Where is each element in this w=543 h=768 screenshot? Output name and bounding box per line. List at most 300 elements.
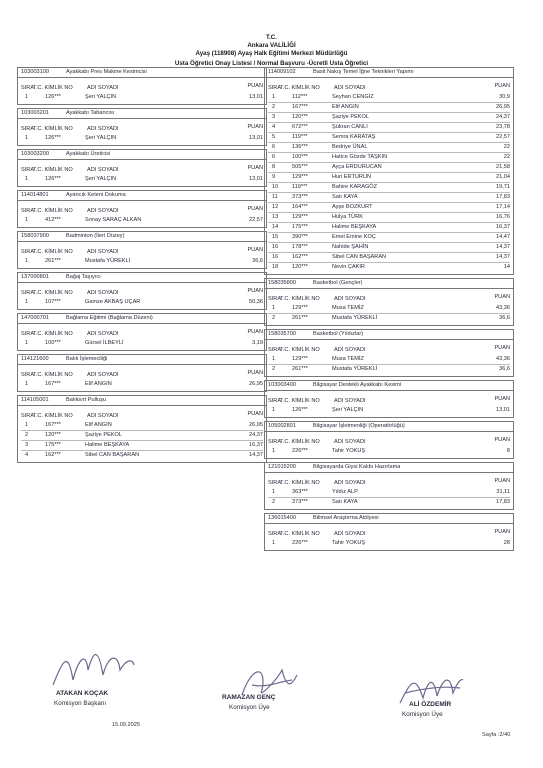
row-tc: 126*** [45,135,61,141]
row-name: Mustafa YÜREKLİ [332,315,378,321]
row-puan: 14,37 [496,254,510,260]
row-tc: 167*** [45,381,61,387]
table-row [268,539,510,548]
table-row [268,304,510,314]
table-row [21,451,263,460]
column-puan: PUAN [494,294,510,300]
row-tc: 100*** [292,154,308,160]
row-name: Şaziye PEKOL [85,432,122,438]
table-row [268,93,510,103]
column-puan: PUAN [247,247,263,253]
course-title-bar [265,422,513,432]
row-tc: 129*** [292,305,308,311]
course-title-bar [265,514,513,524]
row-sira: 1 [25,258,29,264]
course-body [265,524,513,550]
row-name: Gürsel İLBEYLİ [85,340,124,346]
course-code: 105002801 [268,423,296,429]
course-block [17,395,267,463]
row-sira: 1 [25,94,29,100]
signature-role-1: Komisyon Başkanı [54,700,107,707]
course-code: 114121600 [21,356,49,362]
row-tc: 672*** [292,124,308,130]
row-puan: 36,6 [499,366,510,372]
column-name: ADI SOYADI [87,126,119,132]
footer-date: 15.09.2025 [112,722,140,728]
row-puan: 8 [506,448,510,454]
row-sira: 1 [25,381,29,387]
row-name: Mustafa YÜREKLİ [85,258,131,264]
course-code: 103003201 [21,110,49,116]
row-name: Ayşe BOZKURT [332,204,373,210]
course-body [18,201,266,227]
column-header-row [21,289,263,298]
course-title-bar [18,191,266,201]
column-header-row [21,371,263,380]
row-sira: 8 [272,164,276,170]
course-block [264,462,514,510]
course-body [18,78,266,104]
course-body [18,160,266,186]
column-puan: PUAN [494,345,510,351]
column-sira: SIRA [21,290,35,296]
row-puan: 16,37 [496,224,510,230]
column-name: ADI SOYADI [87,331,119,337]
row-puan: 22 [503,144,510,150]
course-body [18,365,266,391]
course-title-bar [265,330,513,340]
column-name: ADI SOYADI [334,439,366,445]
row-name: Halime BEŞKAYA [332,224,377,230]
table-row [268,223,510,233]
column-puan: PUAN [247,83,263,89]
column-puan: PUAN [247,124,263,130]
row-sira: 1 [272,305,276,311]
row-sira: 3 [272,114,276,120]
row-name: Şükran CANLI [332,124,368,130]
row-puan: 26,95 [249,422,263,428]
course-code: 103003200 [21,151,49,157]
table-row [268,123,510,133]
row-puan: 14,37 [496,244,510,250]
course-body [265,340,513,376]
course-code: 103003100 [21,69,49,75]
row-tc: 373*** [292,194,308,200]
column-puan: PUAN [494,529,510,535]
row-name: Nevin ÇAKIR [332,264,365,270]
column-sira: SIRA [21,249,35,255]
column-puan: PUAN [247,370,263,376]
left-column [17,67,267,466]
row-tc: 178*** [292,244,308,250]
row-tc: 119*** [292,184,308,190]
row-name: Elif ANGIN [85,422,112,428]
course-title: Bağlama Eğitimi (Bağlama Düzeni) [66,315,153,321]
table-row [268,498,510,507]
row-puan: 3,19 [252,340,263,346]
row-puan: 14 [503,264,510,270]
column-puan: PUAN [494,396,510,402]
row-puan: 13,01 [496,407,510,413]
column-sira: SIRA [21,167,35,173]
row-tc: 120*** [45,432,61,438]
course-block [264,67,514,275]
course-body [18,406,266,462]
row-sira: 1 [272,356,276,362]
row-tc: 100*** [45,340,61,346]
table-row [268,314,510,323]
row-sira: 1 [272,540,276,546]
row-sira: 4 [25,452,29,458]
column-name: ADI SOYADI [334,296,366,302]
row-tc: 175*** [292,224,308,230]
row-name: Musa TEMİZ [332,305,364,311]
row-tc: 129*** [292,174,308,180]
row-sira: 2 [25,432,29,438]
row-name: Semra KARATAŞ [332,134,376,140]
column-name: ADI SOYADI [334,347,366,353]
column-header-row [268,84,510,93]
row-name: Halime BEŞKAYA [85,442,130,448]
row-sira: 16 [272,254,279,260]
course-block [264,380,514,418]
course-title-bar [265,381,513,391]
column-header-row [21,248,263,257]
column-header-row [21,412,263,421]
table-row [268,133,510,143]
row-puan: 26,95 [496,104,510,110]
table-row [268,143,510,153]
row-sira: 1 [272,94,276,100]
row-name: Sonay SARAÇ ALKAN [85,217,142,223]
row-tc: 167*** [292,104,308,110]
column-tc: T.C. KİMLİK NO [33,290,73,296]
table-row [268,233,510,243]
table-row [268,173,510,183]
table-row [268,193,510,203]
row-puan: 43,36 [496,305,510,311]
row-tc: 226*** [292,448,308,454]
course-block [17,354,267,392]
course-block [264,278,514,326]
row-sira: 1 [25,135,29,141]
course-title: Balık İşlemeciliği [66,356,108,362]
row-tc: 120*** [292,114,308,120]
row-sira: 2 [272,104,276,110]
column-tc: T.C. KİMLİK NO [33,126,73,132]
row-puan: 16,76 [496,214,510,220]
row-puan: 14,37 [249,452,263,458]
course-block [17,108,267,146]
column-tc: T.C. KİMLİK NO [33,372,73,378]
table-row [21,380,263,389]
footer-page-number: Sayfa :2/40 [482,732,511,738]
course-title-bar [18,232,266,242]
table-row [21,339,263,348]
column-header-row [268,346,510,355]
course-code: 147000701 [21,315,49,321]
course-code: 158035700 [268,331,296,337]
course-title-bar [18,150,266,160]
table-row [268,488,510,498]
row-tc: 112*** [292,94,308,100]
table-row [21,175,263,184]
course-title-bar [18,273,266,283]
column-sira: SIRA [21,331,35,337]
column-sira: SIRA [268,531,282,537]
row-tc: 107*** [45,299,61,305]
table-row [268,153,510,163]
row-tc: 226*** [292,540,308,546]
row-sira: 1 [25,340,29,346]
column-tc: T.C. KİMLİK NO [33,413,73,419]
row-name: Yıldız ALP [332,489,358,495]
course-title-bar [265,463,513,473]
table-row [268,103,510,113]
row-name: Nahide ŞAHİN [332,244,369,250]
row-puan: 22 [503,154,510,160]
course-title-bar [265,68,513,78]
row-tc: 162*** [45,452,61,458]
table-row [268,263,510,272]
column-tc: T.C. KİMLİK NO [33,249,73,255]
column-tc: T.C. KİMLİK NO [280,347,320,353]
course-code: 114009102 [268,69,296,75]
course-block [17,190,267,228]
row-sira: 6 [272,144,276,150]
course-block [264,329,514,377]
row-name: Gamze AKBAŞ UÇAR [85,299,141,305]
table-row [268,447,510,456]
column-tc: T.C. KİMLİK NO [280,398,320,404]
course-block [17,149,267,187]
row-sira: 1 [272,407,276,413]
column-sira: SIRA [268,398,282,404]
course-code: 158035800 [268,280,296,286]
row-name: Tahir YOKUŞ [332,448,366,454]
column-header-row [21,166,263,175]
signature-name-3: ALİ ÖZDEMİR [409,701,452,708]
column-tc: T.C. KİMLİK NO [280,480,320,486]
signature-name-1: ATAKAN KOÇAK [56,690,109,697]
row-tc: 261*** [45,258,61,264]
row-puan: 17,83 [496,194,510,200]
column-sira: SIRA [268,480,282,486]
column-puan: PUAN [247,329,263,335]
table-row [21,431,263,441]
row-sira: 2 [272,499,276,505]
row-name: Şaziye PEKOL [332,114,369,120]
row-name: Huri ERTURUN [332,174,372,180]
row-sira: 1 [25,299,29,305]
column-name: ADI SOYADI [87,372,119,378]
column-puan: PUAN [494,437,510,443]
column-sira: SIRA [21,208,35,214]
row-tc: 261*** [292,315,308,321]
column-name: ADI SOYADI [87,167,119,173]
row-tc: 505*** [292,164,308,170]
table-row [268,406,510,415]
column-tc: T.C. KİMLİK NO [33,331,73,337]
course-body [265,391,513,417]
course-title-bar [18,109,266,119]
course-code: 121015200 [268,464,296,470]
row-sira: 1 [25,176,29,182]
row-name: Sibel CAN BAŞARAN [332,254,387,260]
row-sira: 14 [272,224,279,230]
row-name: Satı KAYA [332,499,358,505]
row-sira: 1 [272,448,276,454]
row-name: Tahir YOKUŞ [332,540,366,546]
row-name: Satı KAYA [332,194,358,200]
row-tc: 175*** [45,442,61,448]
table-row [21,134,263,143]
column-puan: PUAN [247,288,263,294]
row-sira: 1 [25,217,29,223]
table-row [268,253,510,263]
row-tc: 162*** [292,254,308,260]
signature-role-3: Komisyon Üye [402,711,443,718]
row-tc: 167*** [45,422,61,428]
table-row [21,93,263,102]
column-header-row [21,330,263,339]
course-body [265,289,513,325]
course-body [265,473,513,509]
column-name: ADI SOYADI [87,290,119,296]
table-row [268,213,510,223]
column-header-row [21,125,263,134]
table-row [21,298,263,307]
row-puan: 24,37 [249,432,263,438]
row-name: Şeri YALÇIN [332,407,364,413]
column-header-row [268,438,510,447]
row-sira: 9 [272,174,276,180]
course-code: 137000801 [21,274,49,280]
column-sira: SIRA [268,296,282,302]
column-name: ADI SOYADI [334,398,366,404]
row-tc: 126*** [45,176,61,182]
course-title-bar [18,355,266,365]
row-sira: 5 [272,134,276,140]
row-name: Emel Emine KOÇ [332,234,376,240]
table-row [268,355,510,365]
row-puan: 16,37 [249,442,263,448]
row-sira: 4 [272,124,276,130]
row-name: Ayça ERDURUCAN [332,164,382,170]
row-puan: 26,95 [249,381,263,387]
row-tc: 363*** [292,489,308,495]
signature-scribble-1 [48,640,138,690]
row-name: Elif ANGIN [332,104,359,110]
row-puan: 36,6 [252,258,263,264]
row-puan: 36,6 [499,315,510,321]
column-tc: T.C. KİMLİK NO [33,208,73,214]
row-name: Hatice Gözde TAŞKIN [332,154,388,160]
table-row [268,113,510,123]
header-line-2: Ankara VALİLİĞİ [247,42,296,49]
row-puan: 50,36 [249,299,263,305]
row-tc: 120*** [292,264,308,270]
row-sira: 1 [25,422,29,428]
course-code: 103003400 [268,382,296,388]
column-puan: PUAN [247,206,263,212]
row-tc: 126*** [45,94,61,100]
row-tc: 129*** [292,214,308,220]
row-name: Bahire KARAGÖZ [332,184,378,190]
row-puan: 30,9 [499,94,510,100]
column-name: ADI SOYADI [87,85,119,91]
row-puan: 17,14 [496,204,510,210]
course-body [18,324,266,350]
column-header-row [21,207,263,216]
course-title-bar [18,68,266,78]
course-title: Basketbol (Yıldızlar) [313,331,364,337]
row-name: Hülya TÜRK [332,214,363,220]
row-sira: 2 [272,315,276,321]
course-title: Bilgisayarda Giysi Kalıbı Hazırlama [313,464,401,470]
course-block [17,313,267,351]
row-tc: 164*** [292,204,308,210]
row-name: Şeri YALÇIN [85,176,117,182]
row-tc: 412*** [45,217,61,223]
column-sira: SIRA [21,126,35,132]
row-puan: 19,71 [496,184,510,190]
row-sira: 2 [272,366,276,372]
course-title: Ayakkabı Pres Makine Kesimcisi [66,69,147,75]
row-sira: 15 [272,234,279,240]
course-body [265,432,513,458]
row-puan: 43,36 [496,356,510,362]
course-title: Basketbol (Gençler) [313,280,363,286]
course-title-bar [265,279,513,289]
row-puan: 13,01 [249,94,263,100]
row-puan: 21,58 [496,164,510,170]
row-puan: 28 [503,540,510,546]
column-sira: SIRA [21,85,35,91]
course-title: Ayancık Keteni Dokuma [66,192,126,198]
row-sira: 1 [272,489,276,495]
row-tc: 129*** [292,356,308,362]
row-puan: 21,04 [496,174,510,180]
column-tc: T.C. KİMLİK NO [33,167,73,173]
table-row [268,365,510,374]
row-tc: 126*** [292,407,308,413]
table-row [21,216,263,225]
row-puan: 31,11 [496,489,510,495]
column-header-row [21,84,263,93]
column-name: ADI SOYADI [87,413,119,419]
course-block [17,272,267,310]
row-sira: 16 [272,244,279,250]
table-row [268,163,510,173]
row-sira: 18 [272,264,279,270]
row-name: Bedriye ÜNAL [332,144,368,150]
row-puan: 22,57 [496,134,510,140]
course-title: Bilimsel Araştırma Atölyesi [313,515,379,521]
course-block [17,231,267,269]
course-body [18,119,266,145]
column-header-row [268,295,510,304]
column-header-row [268,479,510,488]
table-row [21,441,263,451]
row-tc: 136*** [292,144,308,150]
column-puan: PUAN [494,83,510,89]
course-code: 114105001 [21,397,49,403]
course-body [265,78,513,274]
row-puan: 13,01 [249,135,263,141]
row-puan: 24,37 [496,114,510,120]
course-block [17,67,267,105]
